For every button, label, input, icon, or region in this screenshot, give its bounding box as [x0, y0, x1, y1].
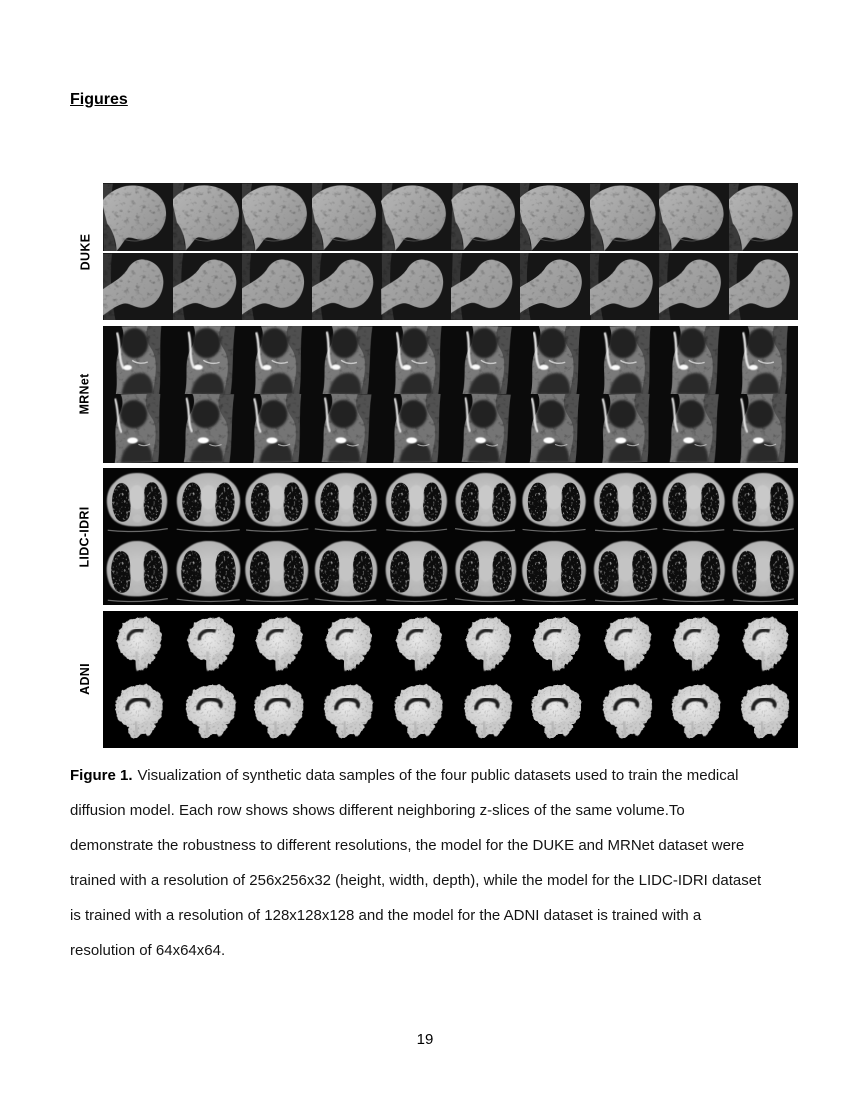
lidc-slice-image [520, 468, 590, 537]
caption-text: Visualization of synthetic data samples of the four public datasets used to train the medical [137, 767, 739, 784]
mrnet-slice-image [173, 326, 243, 395]
duke-slice-image [729, 253, 799, 321]
mrnet-slice-image [451, 326, 521, 395]
mrnet-slice-image [590, 394, 660, 463]
mrnet-slice-image [103, 394, 173, 463]
mrnet-slice-image [103, 326, 173, 395]
duke-slice-image [242, 183, 312, 251]
lidc-slice-image [173, 468, 243, 537]
lidc-slice-image [451, 537, 521, 606]
duke-slice-image [659, 183, 729, 251]
duke-slice-image [381, 253, 451, 321]
lidc-slice-image [242, 537, 312, 606]
mrnet-slice-image [312, 326, 382, 395]
adni-slice-image [242, 679, 312, 748]
adni-slice-image [729, 611, 799, 680]
lidc-slice-image [729, 537, 799, 606]
caption-line [70, 767, 810, 802]
duke-slice-image [103, 253, 173, 321]
lidc-slice-image [659, 468, 729, 537]
slice-grid-lidc [103, 468, 798, 605]
adni-slice-image [590, 611, 660, 680]
row-label-adni [72, 611, 98, 748]
duke-slice-image [103, 183, 173, 251]
adni-slice-image [729, 679, 799, 748]
mrnet-slice-image [312, 394, 382, 463]
duke-slice-image [312, 183, 382, 251]
dataset-group-lidc [78, 468, 798, 605]
duke-slice-image [312, 253, 382, 321]
slice-grid-duke [103, 183, 798, 320]
lidc-slice-image [520, 537, 590, 606]
adni-slice-image [103, 611, 173, 680]
slice-grid-adni [103, 611, 798, 748]
mrnet-slice-image [381, 394, 451, 463]
adni-slice-image [381, 679, 451, 748]
mrnet-slice-image [729, 394, 799, 463]
mrnet-slice-image [729, 326, 799, 395]
adni-slice-image [451, 679, 521, 748]
mrnet-slice-image [173, 394, 243, 463]
lidc-slice-image [729, 468, 799, 537]
page-number: 19 [416, 1031, 434, 1048]
row-label-mrnet [72, 326, 98, 463]
adni-slice-image [520, 679, 590, 748]
lidc-slice-image [590, 537, 660, 606]
duke-slice-image [729, 183, 799, 251]
duke-slice-image [451, 183, 521, 251]
adni-slice-image [242, 611, 312, 680]
row-label-lidc [72, 468, 98, 605]
dataset-groups [78, 183, 798, 748]
lidc-slice-image [312, 468, 382, 537]
row-label-duke [72, 183, 98, 320]
duke-slice-image [520, 253, 590, 321]
duke-slice-image [451, 253, 521, 321]
mrnet-slice-image [659, 326, 729, 395]
caption-line: resolution of 64x64x64. [70, 942, 226, 959]
adni-slice-image [173, 611, 243, 680]
caption-line: demonstrate the robustness to different resolutions, the model for the DUKE and MRNet dataset were [70, 837, 745, 854]
duke-slice-image [242, 253, 312, 321]
lidc-slice-image [242, 468, 312, 537]
duke-slice-image [590, 253, 660, 321]
duke-slice-image [173, 253, 243, 321]
lidc-slice-image [173, 537, 243, 606]
adni-slice-image [659, 679, 729, 748]
adni-slice-image [381, 611, 451, 680]
duke-slice-image [590, 183, 660, 251]
row-label-text: MRNet [78, 373, 92, 415]
mrnet-slice-image [590, 326, 660, 395]
dataset-group-adni [78, 611, 798, 748]
dataset-group-mrnet [78, 326, 798, 463]
duke-slice-image [381, 183, 451, 251]
caption-line: is trained with a resolution of 128x128x128 and the model for the ADNI dataset is trained with a [70, 907, 702, 924]
duke-slice-image [173, 183, 243, 251]
caption-line: diffusion model. Each row shows shows different neighboring z-slices of the same volume.To [70, 802, 685, 819]
mrnet-slice-image [659, 394, 729, 463]
duke-slice-image [520, 183, 590, 251]
slice-grid-mrnet [103, 326, 798, 463]
mrnet-slice-image [381, 326, 451, 395]
adni-slice-image [173, 679, 243, 748]
adni-slice-image [312, 679, 382, 748]
mrnet-slice-image [520, 326, 590, 395]
row-label-text: ADNI [78, 663, 93, 695]
mrnet-slice-image [520, 394, 590, 463]
adni-slice-image [520, 611, 590, 680]
caption-line: trained with a resolution of 256x256x32 (height, width, depth), while the model for the LIDC-IDRI dataset [70, 872, 762, 889]
mrnet-slice-image [242, 326, 312, 395]
mrnet-slice-image [451, 394, 521, 463]
duke-slice-image [659, 253, 729, 321]
lidc-slice-image [451, 468, 521, 537]
figure-number-label: Figure 1. [70, 767, 133, 784]
adni-slice-image [590, 679, 660, 748]
figure-caption [70, 767, 810, 977]
lidc-slice-image [381, 468, 451, 537]
dataset-group-duke [78, 183, 798, 320]
lidc-slice-image [103, 468, 173, 537]
lidc-slice-image [659, 537, 729, 606]
figure-1-montage [78, 183, 798, 748]
section-heading: Figures [70, 91, 128, 108]
row-label-text: LIDC-IDRI [78, 505, 92, 568]
adni-slice-image [451, 611, 521, 680]
adni-slice-image [312, 611, 382, 680]
row-label-text: DUKE [78, 233, 92, 270]
mrnet-slice-image [242, 394, 312, 463]
adni-slice-image [659, 611, 729, 680]
lidc-slice-image [312, 537, 382, 606]
lidc-slice-image [590, 468, 660, 537]
lidc-slice-image [381, 537, 451, 606]
adni-slice-image [103, 679, 173, 748]
lidc-slice-image [103, 537, 173, 606]
